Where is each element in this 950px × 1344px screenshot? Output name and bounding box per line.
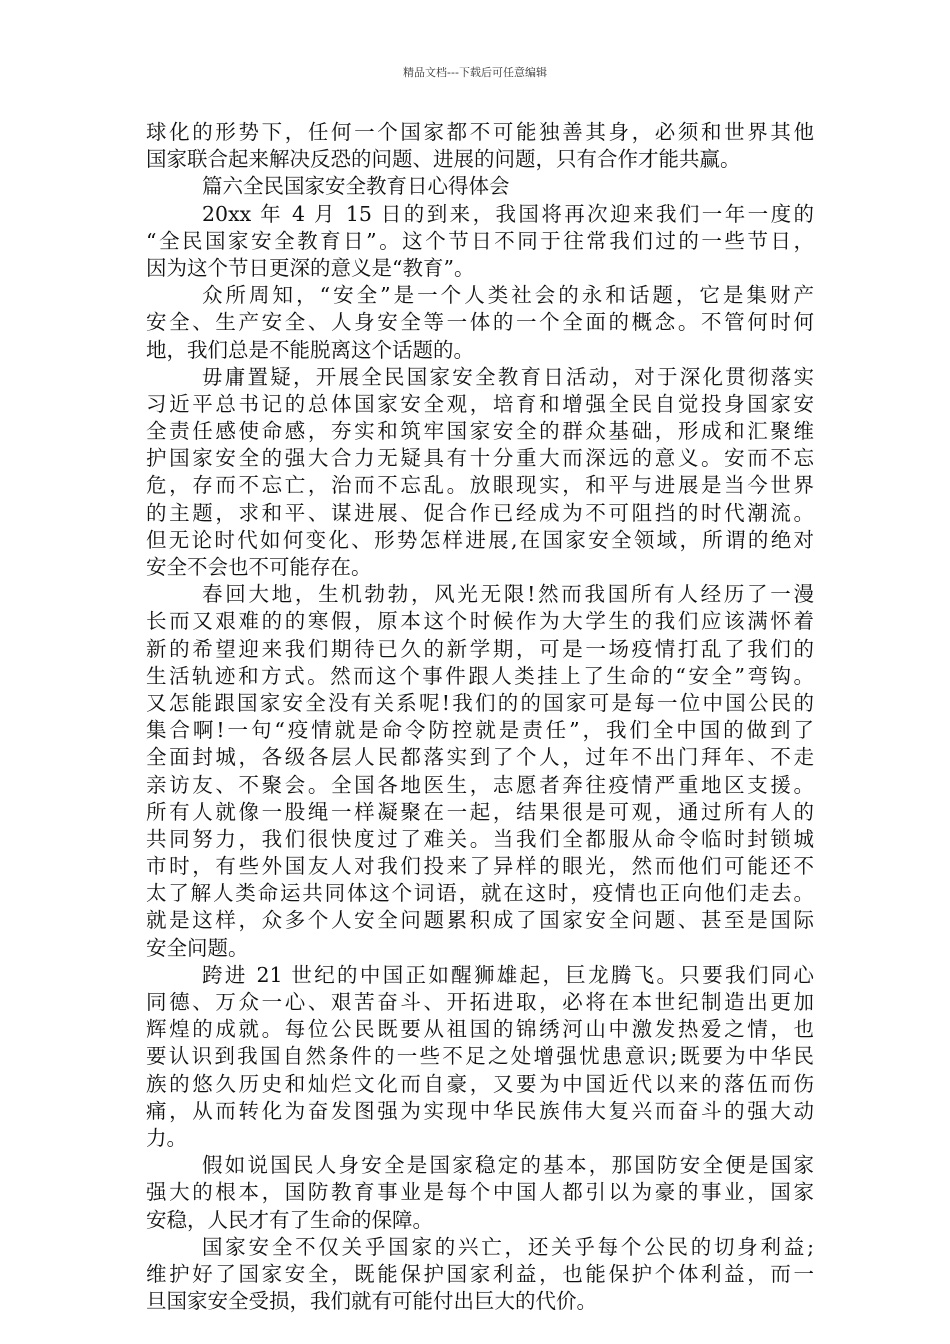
text-line: 共同努力，我们很快度过了难关。当我们全都服从命令临时封锁城 <box>146 826 814 851</box>
text-line: 球化的形势下，任何一个国家都不可能独善其身，必须和世界其他 <box>146 120 814 144</box>
document-body <box>146 119 814 1315</box>
text-line: 新的希望迎来我们期待已久的新学期，可是一场疫情打乱了我们的 <box>146 636 814 661</box>
text-line: 毋庸置疑，开展全民国家安全教育日活动，对于深化贯彻落实 <box>202 364 814 389</box>
text-line: 痛，从而转化为奋发图强为实现中华民族伟大复兴而奋斗的强大动 <box>146 1098 814 1123</box>
text-line: 旦国家安全受损，我们就有可能付出巨大的代价。 <box>146 1289 597 1314</box>
text-line: 国家安全不仅关乎国家的兴亡，还关乎每个公民的切身利益; <box>202 1234 814 1259</box>
text-line: 市时，有些外国友人对我们投来了异样的眼光，然而他们可能还不 <box>146 854 814 879</box>
text-line: 又怎能跟国家安全没有关系呢!我们的的国家可是每一位中国公民的 <box>146 690 814 715</box>
text-line: 全面封城，各级各层人民都落实到了个人，过年不出门拜年、不走 <box>146 745 814 770</box>
text-line: 亲访友、不聚会。全国各地医生，志愿者奔往疫情严重地区支援。 <box>146 772 814 797</box>
text-line: 强大的根本，国防教育事业是每个中国人都引以为豪的事业，国家 <box>146 1180 814 1205</box>
text-line: 众所周知，“安全”是一个人类社会的永和话题，它是集财产 <box>202 283 814 308</box>
text-line: 假如说国民人身安全是国家稳定的基本，那国防安全便是国家 <box>202 1153 814 1178</box>
text-line: 危，存而不忘亡，治而不忘乱。放眼现实，和平与进展是当今世界 <box>146 473 814 498</box>
text-line: 春回大地，生机勃勃，风光无限!然而我国所有人经历了一漫 <box>202 582 814 607</box>
text-line: 但无论时代如何变化、形势怎样进展,在国家安全领域，所谓的绝对 <box>146 527 814 552</box>
text-line: 的主题，求和平、谋进展、促合作已经成为不可阻挡的时代潮流。 <box>146 500 814 525</box>
text-line: 所有人就像一股绳一样凝聚在一起，结果很是可观，通过所有人的 <box>146 799 814 824</box>
text-line: 维护好了国家安全，既能保护国家利益，也能保护个体利益，而一 <box>146 1261 814 1286</box>
text-line: 长而又艰难的的寒假，原本这个时候作为大学生的我们应该满怀着 <box>146 609 814 634</box>
text-line: 族的悠久历史和灿烂文化而自豪，又要为中国近代以来的落伍而伤 <box>146 1071 814 1096</box>
text-line: 力。 <box>146 1125 187 1150</box>
text-line: 国家联合起来解决反恐的问题、进展的问题，只有合作才能共赢。 <box>146 147 741 172</box>
text-line: 护国家安全的强大合力无疑具有十分重大而深远的意义。安而不忘 <box>146 446 814 471</box>
text-line: 习近平总书记的总体国家安全观，培育和增强全民自觉投身国家安 <box>146 391 814 416</box>
text-line: 辉煌的成就。每位公民既要从祖国的锦绣河山中激发热爱之情，也 <box>146 1017 814 1042</box>
text-line: 跨进 21 世纪的中国正如醒狮雄起，巨龙腾飞。只要我们同心 <box>202 962 814 987</box>
text-line: 地，我们总是不能脱离这个话题的。 <box>146 337 474 362</box>
text-line: 就是这样，众多个人安全问题累积成了国家安全问题、甚至是国际 <box>146 908 814 933</box>
text-line: 篇六全民国家安全教育日心得体会 <box>202 174 510 199</box>
page-header: 精品文档---下载后可任意编辑 <box>403 66 547 79</box>
text-line: 太了解人类命运共同体这个词语，就在这时，疫情也正向他们走去。 <box>146 881 814 906</box>
text-line: 全责任感使命感，夯实和筑牢国家安全的群众基础，形成和汇聚维 <box>146 419 814 444</box>
text-line: “全民国家安全教育日”。这个节日不同于往常我们过的一些节日， <box>146 228 814 253</box>
text-line: 安全问题。 <box>146 935 249 960</box>
text-line: 安全、生产安全、人身安全等一体的一个全面的概念。不管何时何 <box>146 310 814 335</box>
text-line: 20xx 年 4 月 15 日的到来，我国将再次迎来我们一年一度的 <box>202 201 814 226</box>
text-line: 生活轨迹和方式。然而这个事件跟人类挂上了生命的“安全”弯钩。 <box>146 663 814 688</box>
text-line: 集合啊!一句“疫情就是命令防控就是责任”，我们全中国的做到了 <box>146 718 814 743</box>
text-line: 同德、万众一心、艰苦奋斗、开拓进取，必将在本世纪制造出更加 <box>146 990 814 1014</box>
text-line: 因为这个节日更深的意义是“教育”。 <box>146 255 475 280</box>
text-line: 安全不会也不可能存在。 <box>146 555 372 579</box>
text-line: 安稳，人民才有了生命的保障。 <box>146 1207 433 1232</box>
text-line: 要认识到我国自然条件的一些不足之处增强忧患意识;既要为中华民 <box>146 1044 814 1069</box>
